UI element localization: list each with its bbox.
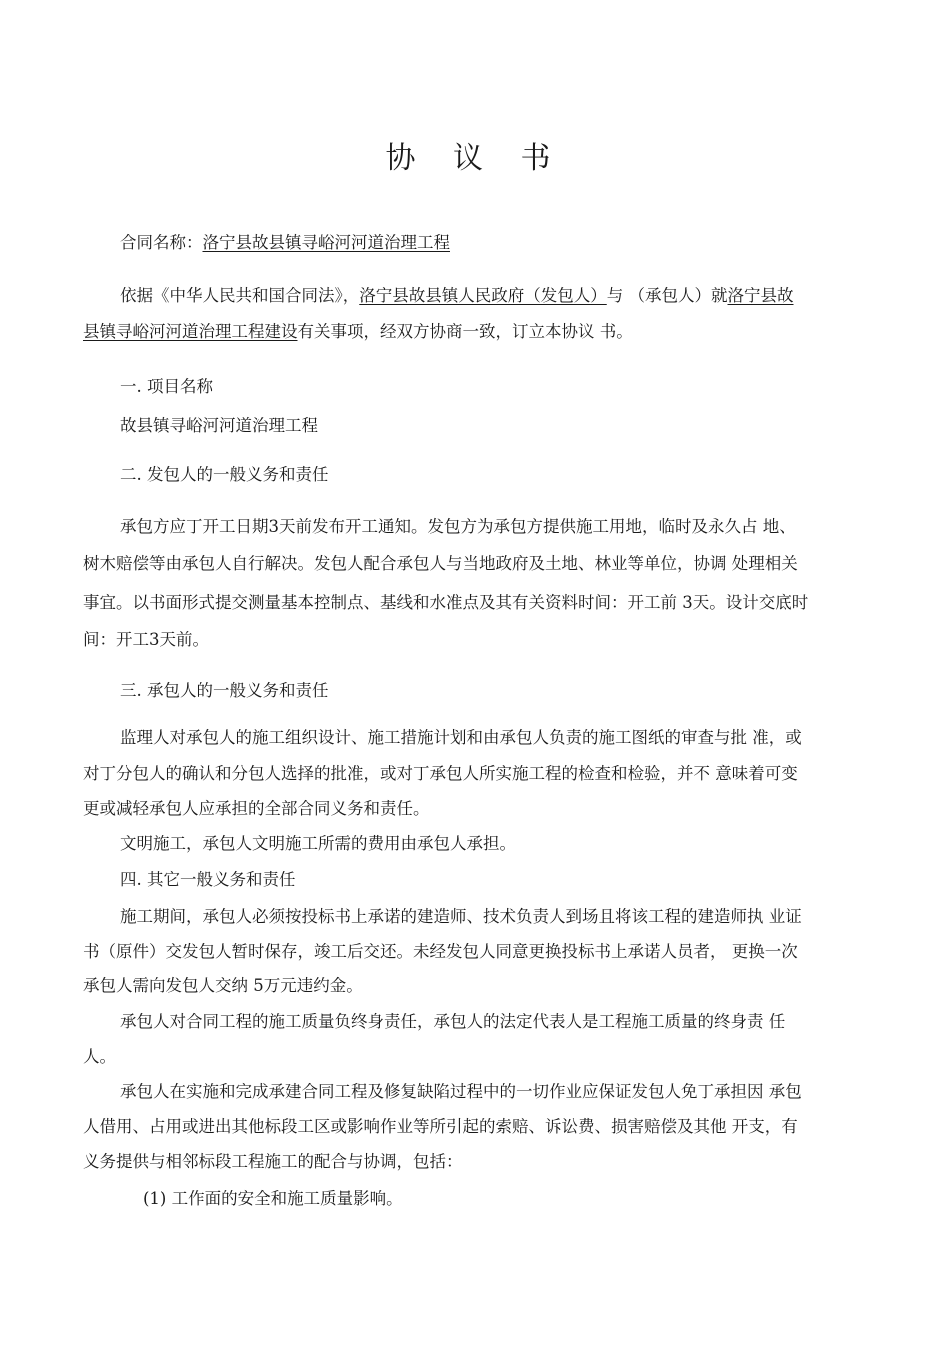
section-2-heading: 二. 发包人的一般义务和责任 (120, 465, 329, 484)
section-3-line: 更或减轻承包人应承担的全部合同义务和责任。 (83, 799, 430, 818)
section-4-line: 承包人需向发包人交纳 5万元违约金。 (83, 976, 363, 995)
intro-line-1 (120, 284, 880, 308)
section-4-list-item: (1) 工作面的安全和施工质量影响。 (143, 1189, 403, 1208)
project-name-part: 县镇寻峪河河道治理工程建设 (83, 322, 298, 341)
section-4-line: 人借用、占用或进出其他标段工区或影响作业等所引起的索赔、诉讼费、损害赔偿及其他 开支，有 (83, 1117, 798, 1136)
document-title: 协 议 书 (385, 141, 565, 176)
section-3-line: 对丁分包人的确认和分包人选择的批准，或对丁承包人所实施工程的检查和检验，并不 意味着可变 (83, 764, 798, 783)
section-1-body: 故县镇寻峪河河道治理工程 (120, 416, 318, 435)
project-name-part: 洛宁县故 (727, 286, 794, 305)
section-4-heading: 四. 其它一般义务和责任 (120, 870, 296, 889)
section-2-line: 承包方应丁开工日期3天前发布开工通知。发包方为承包方提供施工用地，临时及永久占 地、 (120, 517, 796, 536)
section-4-line: 施工期间，承包人必须按投标书上承诺的建造师、技术负责人到场且将该工程的建造师执 业证 (120, 907, 802, 926)
section-3-heading: 三. 承包人的一般义务和责任 (120, 681, 329, 700)
section-1-heading: 一. 项目名称 (120, 377, 213, 396)
contract-name-value: 洛宁县故县镇寻峪河河道治理工程 (202, 233, 450, 252)
intro-text: 与 （承包人）就 (606, 286, 728, 305)
section-4-line: 承包人在实施和完成承建合同工程及修复缺陷过程中的一切作业应保证发包人免丁承担因 承包 (120, 1082, 802, 1101)
employer-name: 洛宁县故县镇人民政府（发包人） (359, 286, 607, 305)
section-4-line: 人。 (83, 1047, 116, 1066)
contract-name-label: 合同名称： (120, 233, 203, 252)
section-2-line: 间：开工3天前。 (83, 630, 209, 649)
section-4-line: 书（原件）交发包人暂时保存，竣工后交还。未经发包人同意更换投标书上承诺人员者， 更换一次 (83, 942, 798, 961)
intro-line-2 (83, 320, 883, 344)
section-4-line: 承包人对合同工程的施工质量负终身责任，承包人的法定代表人是工程施工质量的终身责 任 (120, 1012, 786, 1031)
section-2-line: 树木赔偿等由承包人自行解决。发包人配合承包人与当地政府及土地、林业等单位，协调 处理相关 (83, 554, 798, 573)
section-4-line: 义务提供与相邻标段工程施工的配合与协调，包括： (83, 1152, 463, 1171)
section-3-line: 文明施工，承包人文明施工所需的费用由承包人承担。 (120, 834, 516, 853)
contract-name-line (120, 231, 880, 255)
section-2-line: 事宜。以书面形式提交测量基本控制点、基线和水准点及其有关资料时间：开工前 3天。设计交底时 (83, 593, 809, 612)
intro-text: 依据《中华人民共和国合同法》， (120, 286, 360, 305)
section-3-line: 监理人对承包人的施工组织设计、施工措施计划和由承包人负责的施工图纸的审查与批 准，或 (120, 728, 802, 747)
intro-text: 有关事项，经双方协商一致，订立本协议 书。 (297, 322, 633, 341)
